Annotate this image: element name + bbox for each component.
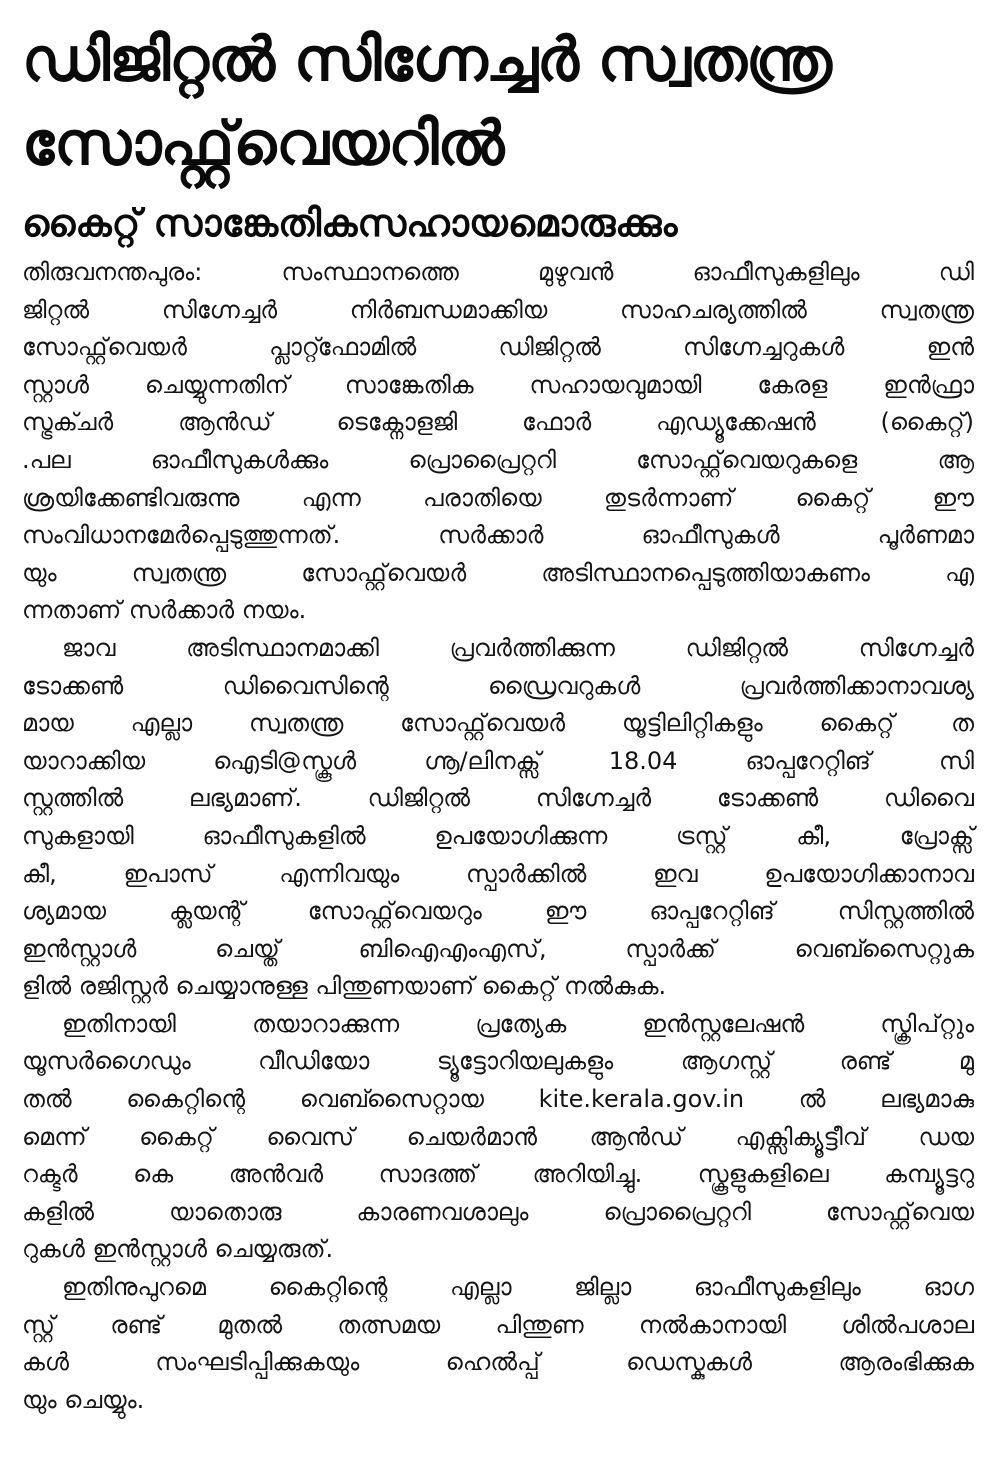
text-line: ജിറ്റൽ സിഗ്നേച്ചർ നിർബന്ധമാക്കിയ സാഹചര്യത്തിൽ സ്വതന്ത്ര [22, 295, 974, 324]
text-line: ശ്രയിക്കേണ്ടിവരുന്നു എന്ന പരാതിയെ തുടർന്നാണ് കൈറ്റ് ഈ [22, 483, 974, 512]
text-line: റക്ടർ കെ അൻവർ സാദത്ത് അറിയിച്ചു. സ്കൂളുകളിലെ കമ്പ്യൂട്ടറു [22, 1160, 974, 1189]
text-line: ശ്യമായ ക്ലയന്റ് സോഫ്റ്റ്‌വെയറും ഈ ഓപ്പറേറ്റിങ് സിസ്റ്റത്തിൽ [22, 897, 974, 926]
headline-line-2: സോഫ്റ്റ്‌വെയറിൽ [22, 109, 504, 179]
headline [22, 18, 974, 186]
text-line: കളിൽ യാതൊരു കാരണവശാലും പ്രൊപ്രൈറ്ററി സോഫ്റ്റ്‌വെയ [22, 1197, 974, 1226]
text-line: മെന്ന് കൈറ്റ് വൈസ് ചെയർമാൻ ആൻഡ് എക്സിക്യൂട്ടീവ് ഡയ [22, 1122, 974, 1151]
text-line: ളിൽ രജിസ്റ്റർ ചെയ്യാനുള്ള പിന്തുണയാണ് കൈറ്റ് നൽകുക. [22, 972, 667, 1001]
text-line: യൂസർഗൈഡും വീഡിയോ ട്യൂട്ടോറിയലുകളും ആഗസ്റ്റ് രണ്ട് മു [22, 1047, 974, 1076]
article-body [22, 254, 974, 1419]
text-line: സംവിധാനമേർപ്പെടുത്തുന്നത്. സർക്കാർ ഓഫീസുകൾ പൂർണമാ [22, 521, 974, 550]
text-line: ന്നതാണ് സർക്കാർ നയം. [22, 596, 307, 625]
text-line: ടോക്കൺ ഡിവൈസിന്റെ ഡ്രൈവറുകൾ പ്രവർത്തിക്കാനാവശ്യ [22, 671, 974, 700]
text-line: തൽ കൈറ്റിന്റെ വെബ്സൈറ്റായ kite.kerala.gov.in ൽ ലഭ്യമാകു [22, 1085, 974, 1114]
text-line: മായ എല്ലാ സ്വതന്ത്ര സോഫ്റ്റ്‌വെയർ യൂട്ടിലിറ്റികളും കൈറ്റ് ത [22, 709, 974, 738]
text-line: കൾ സംഘടിപ്പിക്കുകയും ഹെൽപ്പ് ഡെസ്കുകൾ ആരംഭിക്കുക [22, 1348, 974, 1377]
headline-line-1: ഡിജിറ്റൽ സിഗ്നേച്ചർ സ്വതന്ത്ര [22, 25, 831, 95]
text-line: സോഫ്റ്റ്‌വെയർ പ്ലാറ്റ്ഫോമിൽ ഡിജിറ്റൽ സിഗ്നേച്ചറുകൾ ഇൻ [22, 333, 974, 362]
text-line: ഇതിനായി തയാറാക്കുന്ന പ്രത്യേക ഇൻസ്റ്റലേഷൻ സ്ക്രിപ്റ്റും [62, 1009, 974, 1038]
text-line: സ്ട്രക്ചർ ആൻഡ് ടെക്നോളജി ഫോർ എഡ്യൂക്കേഷൻ (കൈറ്റ്) [22, 408, 974, 437]
paragraph-3 [22, 1006, 974, 1269]
text-line: .പല ഓഫീസുകൾക്കും പ്രൊപ്രൈറ്ററി സോഫ്റ്റ്‌വെയറുകളെ ആ [22, 445, 974, 474]
text-line: കീ, ഇപാസ് എന്നിവയും സ്പാർക്കിൽ ഇവ ഉപയോഗിക്കാനാവ [22, 859, 974, 888]
text-line: സുകളായി ഓഫീസുകളിൽ ഉപയോഗിക്കുന്ന ട്രസ്റ്റ് കീ, പ്രോക്സ് [22, 821, 974, 850]
paragraph-1 [22, 254, 974, 630]
text-line: ഇതിനുപുറമെ കൈറ്റിന്റെ എല്ലാ ജില്ലാ ഓഫീസുകളിലും ഓഗ [62, 1273, 974, 1302]
text-line: ജാവ അടിസ്ഥാനമാക്കി പ്രവർത്തിക്കുന്ന ഡിജിറ്റൽ സിഗ്നേച്ചർ [62, 633, 974, 662]
text-line: യും സ്വതന്ത്ര സോഫ്റ്റ്‌വെയർ അടിസ്ഥാനപ്പെടുത്തിയാകണം എ [22, 558, 974, 587]
text-line: സ്റ്റത്തിൽ ലഭ്യമാണ്. ഡിജിറ്റൽ സിഗ്നേച്ചർ ടോക്കൺ ഡിവൈ [22, 784, 974, 813]
paragraph-4 [22, 1269, 974, 1419]
text-line: യാറാക്കിയ ഐടി@സ്കൂൾ ഗ്നൂ/ലിനക്സ് 18.04 ഓപ്പറേറ്റിങ് സി [22, 746, 974, 775]
text-line: തിരുവനന്തപുരം: സംസ്ഥാനത്തെ മുഴുവൻ ഓഫീസുകളിലും ഡി [22, 258, 974, 286]
paragraph-2 [22, 630, 974, 1006]
text-line: യും ചെയ്യും. [22, 1385, 145, 1414]
text-line: സ്റ്റാൾ ചെയ്യുന്നതിന് സാങ്കേതിക സഹായവുമായി കേരള ഇൻഫ്രാ [22, 370, 974, 399]
text-line: റുകൾ ഇൻസ്റ്റാൾ ചെയ്യരുത്. [22, 1235, 334, 1264]
subheadline: കൈറ്റ് സാങ്കേതികസഹായമൊരുക്കും [22, 201, 678, 245]
text-line: സ്റ്റ് രണ്ട് മുതൽ തത്സമയ പിന്തുണ നൽകാനായി ശിൽപശാല [22, 1310, 974, 1339]
text-line: ഇൻസ്റ്റാൾ ചെയ്ത് ബിഐഎംഎസ്, സ്പാർക്ക് വെബ്സൈറ്റുക [22, 934, 974, 963]
